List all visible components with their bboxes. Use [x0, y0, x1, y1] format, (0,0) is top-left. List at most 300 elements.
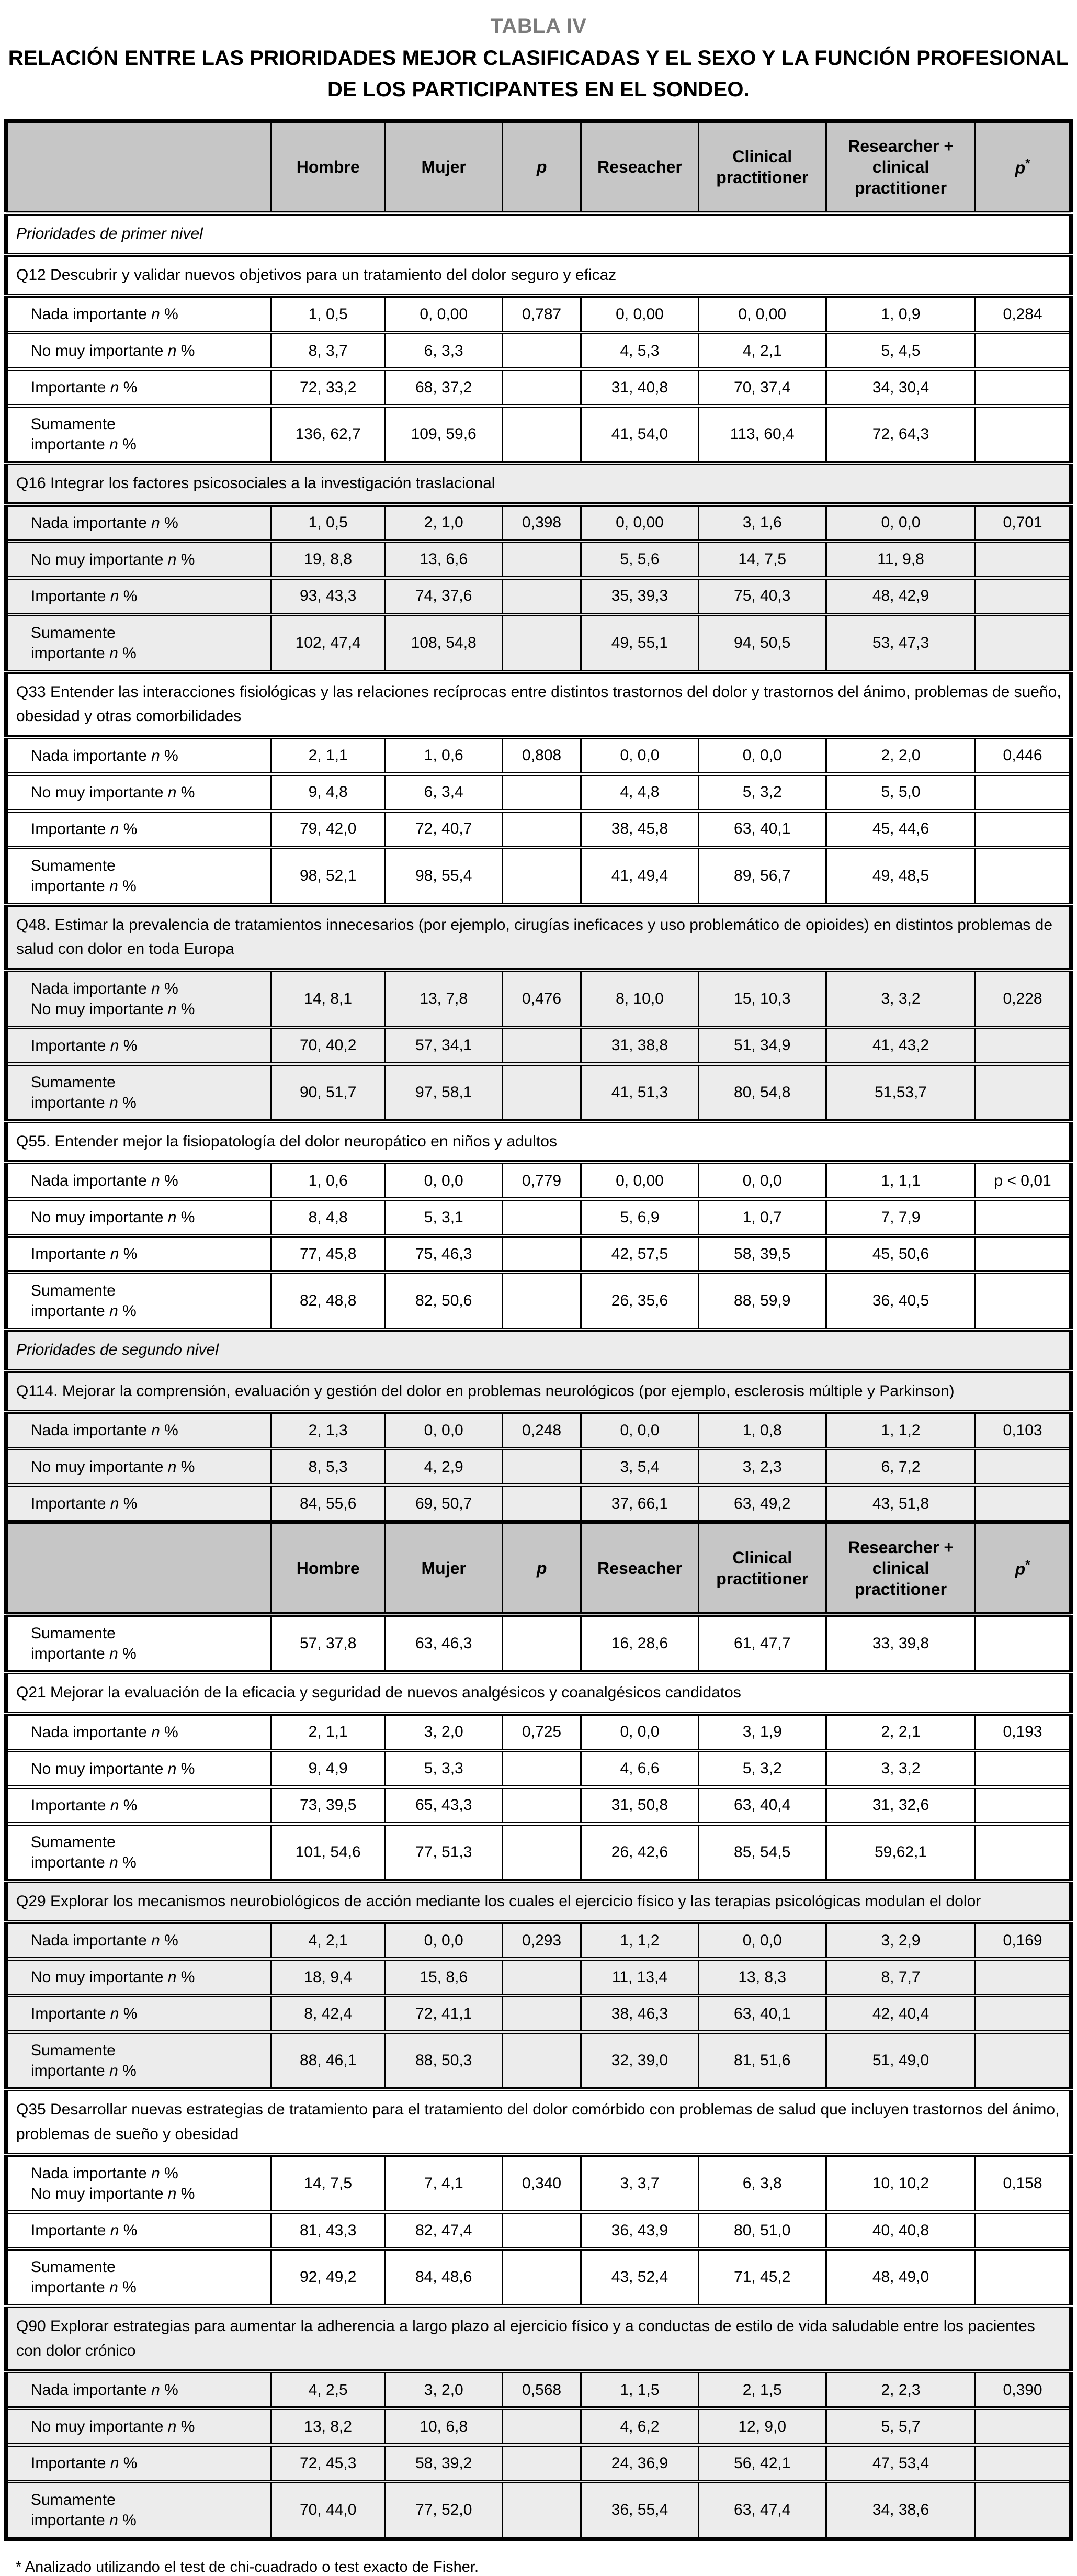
- table-row: [6, 2371, 1071, 2409]
- table-row: [6, 296, 1071, 333]
- row-label-text: Sumamente: [31, 415, 116, 433]
- table-row: [6, 2409, 1071, 2445]
- row-label-text: Nada importante: [31, 1723, 147, 1741]
- cell-p-star: 0,193: [976, 1714, 1071, 1751]
- cell-p: 0,568: [502, 2371, 581, 2409]
- cell-hombre: 102, 47,4: [271, 614, 385, 672]
- row-label-line: Importante n %: [31, 379, 138, 396]
- row-label-text: Nada importante: [31, 514, 147, 532]
- cell-hombre: 101, 54,6: [271, 1824, 385, 1881]
- row-label: [6, 2249, 271, 2307]
- cell-reseacher: 4, 6,6: [581, 1750, 698, 1787]
- cell-researcher-clinical-practitioner: 48, 49,0: [826, 2249, 975, 2307]
- question-row: [6, 2089, 1071, 2155]
- header-cell-reseacher: Reseacher: [581, 121, 698, 213]
- cell-reseacher: 31, 50,8: [581, 1787, 698, 1824]
- header-cell-clinical-practitioner: Clinical practitioner: [698, 121, 826, 213]
- cell-clinical-practitioner: 5, 3,2: [698, 1750, 826, 1787]
- cell-hombre: 81, 43,3: [271, 2212, 385, 2249]
- row-label-text: Nada importante: [31, 1422, 147, 1439]
- cell-clinical-practitioner: 75, 40,3: [698, 578, 826, 614]
- cell-researcher-clinical-practitioner: 5, 5,7: [826, 2409, 975, 2445]
- cell-mujer: 75, 46,3: [385, 1236, 502, 1273]
- cell-reseacher: 36, 55,4: [581, 2482, 698, 2539]
- row-label-text: No muy importante: [31, 1968, 164, 1986]
- row-label-line: No muy importante n %: [31, 1458, 195, 1476]
- cell-clinical-practitioner: 3, 1,9: [698, 1714, 826, 1751]
- question-text: Q48. Estimar la prevalencia de tratamientos innecesarios (por ejemplo, cirugías ineficaces y uso problemático de opioides) en distintos problemas de salud con dolor en toda Europa: [6, 905, 1071, 970]
- question-text: Q114. Mejorar la comprensión, evaluación y gestión del dolor en problemas neurológicos (por ejemplo, esclerosis múltiple y Parkinson): [6, 1371, 1071, 1412]
- cell-researcher-clinical-practitioner: 1, 1,2: [826, 1412, 975, 1449]
- cell-researcher-clinical-practitioner: 33, 39,8: [826, 1615, 975, 1673]
- row-label: [6, 1199, 271, 1236]
- cell-mujer: 97, 58,1: [385, 1064, 502, 1121]
- row-label-text: Importante: [31, 2005, 106, 2022]
- cell-clinical-practitioner: 58, 39,5: [698, 1236, 826, 1273]
- row-label-line: [31, 623, 266, 643]
- row-label-text: Sumamente: [31, 2258, 116, 2276]
- cell-p: [502, 1273, 581, 1330]
- cell-p-star: [976, 2212, 1071, 2249]
- cell-mujer: 6, 3,4: [385, 774, 502, 811]
- table-row: [6, 970, 1071, 1028]
- cell-hombre: 70, 40,2: [271, 1027, 385, 1064]
- cell-p-star: [976, 1199, 1071, 1236]
- cell-reseacher: 49, 55,1: [581, 614, 698, 672]
- table-row: [6, 774, 1071, 811]
- table-row: [6, 1027, 1071, 1064]
- header-row: [6, 121, 1071, 213]
- cell-hombre: 2, 1,1: [271, 1714, 385, 1751]
- row-label: [6, 578, 271, 614]
- row-label-text: Sumamente: [31, 624, 116, 642]
- cell-clinical-practitioner: 12, 9,0: [698, 2409, 826, 2445]
- cell-researcher-clinical-practitioner: 2, 2,1: [826, 1714, 975, 1751]
- cell-researcher-clinical-practitioner: 2, 2,3: [826, 2371, 975, 2409]
- row-label: [6, 1236, 271, 1273]
- row-label-line: Importante n %: [31, 2005, 138, 2022]
- row-label-text: Nada importante: [31, 306, 147, 323]
- row-label: [6, 2482, 271, 2539]
- table-row: [6, 1959, 1071, 1996]
- header-cell-reseacher: Reseacher: [581, 1522, 698, 1615]
- cell-reseacher: 0, 0,0: [581, 1412, 698, 1449]
- row-label-line: No muy importante n %: [31, 1000, 195, 1018]
- cell-mujer: 2, 1,0: [385, 504, 502, 542]
- cell-researcher-clinical-practitioner: 5, 5,0: [826, 774, 975, 811]
- cell-p: [502, 2445, 581, 2482]
- cell-researcher-clinical-practitioner: 51, 49,0: [826, 2032, 975, 2090]
- cell-clinical-practitioner: 63, 40,4: [698, 1787, 826, 1824]
- cell-p-star: 0,284: [976, 296, 1071, 333]
- row-label-line: No muy importante n %: [31, 2418, 195, 2435]
- cell-mujer: 77, 51,3: [385, 1824, 502, 1881]
- cell-hombre: 2, 1,3: [271, 1412, 385, 1449]
- question-row: [6, 1672, 1071, 1714]
- cell-p: 0,787: [502, 296, 581, 333]
- row-label-line: Importante n %: [31, 1037, 138, 1054]
- cell-clinical-practitioner: 51, 34,9: [698, 1027, 826, 1064]
- cell-clinical-practitioner: 70, 37,4: [698, 369, 826, 406]
- row-label-line: Nada importante n %: [31, 1932, 178, 1949]
- row-label-line: [31, 1072, 266, 1093]
- row-label-text: Importante: [31, 2222, 106, 2239]
- row-label-line: No muy importante n %: [31, 550, 195, 568]
- row-label-line: [31, 856, 266, 876]
- row-label-line: No muy importante n %: [31, 1968, 195, 1986]
- cell-clinical-practitioner: 3, 1,6: [698, 504, 826, 542]
- cell-hombre: 88, 46,1: [271, 2032, 385, 2090]
- cell-mujer: 84, 48,6: [385, 2249, 502, 2307]
- cell-mujer: 6, 3,3: [385, 333, 502, 369]
- cell-mujer: 74, 37,6: [385, 578, 502, 614]
- row-label: [6, 774, 271, 811]
- row-label-line: importante n %: [31, 877, 137, 895]
- row-label-line: Importante n %: [31, 1495, 138, 1512]
- cell-clinical-practitioner: 88, 59,9: [698, 1273, 826, 1330]
- cell-reseacher: 32, 39,0: [581, 2032, 698, 2090]
- cell-p: [502, 333, 581, 369]
- row-label-line: No muy importante n %: [31, 342, 195, 359]
- cell-reseacher: 42, 57,5: [581, 1236, 698, 1273]
- cell-clinical-practitioner: 15, 10,3: [698, 970, 826, 1028]
- cell-hombre: 90, 51,7: [271, 1064, 385, 1121]
- cell-clinical-practitioner: 80, 54,8: [698, 1064, 826, 1121]
- cell-clinical-practitioner: 3, 2,3: [698, 1449, 826, 1486]
- cell-p-star: [976, 406, 1071, 464]
- cell-mujer: 63, 46,3: [385, 1615, 502, 1673]
- cell-clinical-practitioner: 4, 2,1: [698, 333, 826, 369]
- row-label-line: Nada importante n %: [31, 1422, 178, 1439]
- row-label: [6, 1064, 271, 1121]
- cell-reseacher: 11, 13,4: [581, 1959, 698, 1996]
- row-label-text: No muy importante: [31, 2418, 164, 2435]
- cell-p: [502, 1199, 581, 1236]
- header-cell-empty: [6, 121, 271, 213]
- cell-p: [502, 1959, 581, 1996]
- cell-researcher-clinical-practitioner: 2, 2,0: [826, 737, 975, 774]
- cell-reseacher: 4, 4,8: [581, 774, 698, 811]
- cell-p: [502, 774, 581, 811]
- table-row: [6, 1064, 1071, 1121]
- cell-hombre: 92, 49,2: [271, 2249, 385, 2307]
- table-row: [6, 578, 1071, 614]
- cell-clinical-practitioner: 0, 0,00: [698, 296, 826, 333]
- row-label: [6, 1959, 271, 1996]
- row-label-text: No muy importante: [31, 550, 164, 568]
- cell-p-star: p < 0,01: [976, 1162, 1071, 1199]
- row-label-line: Nada importante n %: [31, 980, 178, 997]
- cell-hombre: 4, 2,1: [271, 1922, 385, 1959]
- row-label-line: Importante n %: [31, 2455, 138, 2472]
- cell-reseacher: 5, 5,6: [581, 541, 698, 578]
- cell-researcher-clinical-practitioner: 34, 30,4: [826, 369, 975, 406]
- cell-researcher-clinical-practitioner: 36, 40,5: [826, 1273, 975, 1330]
- row-label-line: Nada importante n %: [31, 1723, 178, 1741]
- cell-p-star: [976, 578, 1071, 614]
- cell-p: [502, 1824, 581, 1881]
- row-label-line: [31, 2040, 266, 2061]
- row-label: [6, 406, 271, 464]
- cell-clinical-practitioner: 1, 0,8: [698, 1412, 826, 1449]
- cell-p-star: [976, 811, 1071, 847]
- table-row: [6, 1922, 1071, 1959]
- header-cell-mujer: Mujer: [385, 121, 502, 213]
- cell-clinical-practitioner: 63, 40,1: [698, 811, 826, 847]
- header-cell-researcher-clinical-practitioner: Researcher + clinical practitioner: [826, 1522, 975, 1615]
- question-text: Q35 Desarrollar nuevas estrategias de tratamiento para el tratamiento del dolor comórbido con problemas de salud que incluyen trastornos del ánimo, problemas de sueño y obesidad: [6, 2089, 1071, 2155]
- cell-hombre: 72, 45,3: [271, 2445, 385, 2482]
- table-row: [6, 1615, 1071, 1673]
- cell-hombre: 72, 33,2: [271, 369, 385, 406]
- cell-reseacher: 4, 6,2: [581, 2409, 698, 2445]
- cell-p: 0,293: [502, 1922, 581, 1959]
- cell-clinical-practitioner: 1, 0,7: [698, 1199, 826, 1236]
- question-row: [6, 1371, 1071, 1412]
- cell-hombre: 4, 2,5: [271, 2371, 385, 2409]
- row-label-text: importante: [31, 436, 105, 453]
- cell-p-star: [976, 369, 1071, 406]
- cell-hombre: 8, 42,4: [271, 1996, 385, 2032]
- table-body: [6, 121, 1071, 2539]
- row-label-line: importante n %: [31, 2062, 137, 2079]
- cell-p-star: [976, 614, 1071, 672]
- cell-mujer: 82, 50,6: [385, 1273, 502, 1330]
- cell-hombre: 8, 5,3: [271, 1449, 385, 1486]
- cell-p-star: 0,701: [976, 504, 1071, 542]
- row-label: [6, 1449, 271, 1486]
- section-row: [6, 1330, 1071, 1371]
- row-label: [6, 541, 271, 578]
- cell-p-star: [976, 1824, 1071, 1881]
- cell-p: [502, 847, 581, 905]
- cell-hombre: 1, 0,5: [271, 296, 385, 333]
- cell-p: [502, 811, 581, 847]
- row-label-line: [31, 414, 266, 434]
- row-label: [6, 847, 271, 905]
- subtitle-line-1: RELACIÓN ENTRE LAS PRIORIDADES MEJOR CLASIFICADAS Y EL SEXO Y LA FUNCIÓN PROFESIONAL: [8, 47, 1069, 70]
- cell-mujer: 69, 50,7: [385, 1486, 502, 1523]
- row-label-text: importante: [31, 2279, 105, 2296]
- cell-researcher-clinical-practitioner: 5, 4,5: [826, 333, 975, 369]
- header-cell-p-star: p*: [976, 1522, 1071, 1615]
- cell-researcher-clinical-practitioner: 42, 40,4: [826, 1996, 975, 2032]
- section-text: Prioridades de primer nivel: [6, 213, 1071, 255]
- table-row: [6, 811, 1071, 847]
- cell-researcher-clinical-practitioner: 40, 40,8: [826, 2212, 975, 2249]
- cell-clinical-practitioner: 63, 47,4: [698, 2482, 826, 2539]
- cell-p-star: 0,228: [976, 970, 1071, 1028]
- cell-researcher-clinical-practitioner: 45, 50,6: [826, 1236, 975, 1273]
- row-label-line: importante n %: [31, 2512, 137, 2529]
- cell-clinical-practitioner: 71, 45,2: [698, 2249, 826, 2307]
- cell-researcher-clinical-practitioner: 1, 0,9: [826, 296, 975, 333]
- cell-hombre: 8, 3,7: [271, 333, 385, 369]
- cell-reseacher: 35, 39,3: [581, 578, 698, 614]
- header-cell-hombre: Hombre: [271, 1522, 385, 1615]
- cell-p: 0,476: [502, 970, 581, 1028]
- row-label: [6, 2409, 271, 2445]
- row-label-line: Nada importante n %: [31, 2381, 178, 2399]
- cell-mujer: 68, 37,2: [385, 369, 502, 406]
- cell-p-star: [976, 774, 1071, 811]
- row-label-text: Nada importante: [31, 2165, 147, 2182]
- cell-hombre: 1, 0,5: [271, 504, 385, 542]
- cell-mujer: 0, 0,0: [385, 1412, 502, 1449]
- header-cell-empty: [6, 1522, 271, 1615]
- header-cell-researcher-clinical-practitioner: Researcher + clinical practitioner: [826, 121, 975, 213]
- cell-reseacher: 43, 52,4: [581, 2249, 698, 2307]
- cell-reseacher: 3, 5,4: [581, 1449, 698, 1486]
- cell-reseacher: 38, 46,3: [581, 1996, 698, 2032]
- cell-mujer: 0, 0,00: [385, 296, 502, 333]
- row-label-text: No muy importante: [31, 1000, 164, 1018]
- cell-clinical-practitioner: 81, 51,6: [698, 2032, 826, 2090]
- row-label-line: No muy importante n %: [31, 2185, 195, 2202]
- cell-p-star: [976, 2445, 1071, 2482]
- row-label: [6, 1615, 271, 1673]
- table-row: [6, 1412, 1071, 1449]
- cell-mujer: 82, 47,4: [385, 2212, 502, 2249]
- cell-reseacher: 31, 40,8: [581, 369, 698, 406]
- table-row: [6, 1199, 1071, 1236]
- row-label-line: No muy importante n %: [31, 1760, 195, 1778]
- cell-p: [502, 406, 581, 464]
- table-row: [6, 1449, 1071, 1486]
- row-label: [6, 1996, 271, 2032]
- table-row: [6, 1714, 1071, 1751]
- row-label-line: importante n %: [31, 1853, 137, 1871]
- cell-reseacher: 36, 43,9: [581, 2212, 698, 2249]
- cell-mujer: 1, 0,6: [385, 737, 502, 774]
- row-label-text: Importante: [31, 820, 106, 838]
- cell-mujer: 10, 6,8: [385, 2409, 502, 2445]
- row-label-text: importante: [31, 877, 105, 895]
- cell-mujer: 108, 54,8: [385, 614, 502, 672]
- row-label-text: importante: [31, 2512, 105, 2529]
- cell-p-star: [976, 2409, 1071, 2445]
- cell-hombre: 77, 45,8: [271, 1236, 385, 1273]
- table-row: [6, 2032, 1071, 2090]
- cell-p-star: [976, 1787, 1071, 1824]
- table-row: [6, 1273, 1071, 1330]
- cell-p: [502, 1615, 581, 1673]
- row-label-text: importante: [31, 2062, 105, 2079]
- cell-researcher-clinical-practitioner: 8, 7,7: [826, 1959, 975, 1996]
- cell-researcher-clinical-practitioner: 59,62,1: [826, 1824, 975, 1881]
- cell-reseacher: 1, 1,5: [581, 2371, 698, 2409]
- row-label-line: Importante n %: [31, 2222, 138, 2239]
- cell-p-star: [976, 2032, 1071, 2090]
- cell-researcher-clinical-practitioner: 6, 7,2: [826, 1449, 975, 1486]
- row-label-text: Sumamente: [31, 2042, 116, 2059]
- header-cell-p: p: [502, 121, 581, 213]
- table-row: [6, 614, 1071, 672]
- cell-researcher-clinical-practitioner: 51,53,7: [826, 1064, 975, 1121]
- cell-p: [502, 1236, 581, 1273]
- row-label: [6, 296, 271, 333]
- table-row: [6, 333, 1071, 369]
- cell-clinical-practitioner: 13, 8,3: [698, 1959, 826, 1996]
- cell-p: [502, 1027, 581, 1064]
- row-label-line: importante n %: [31, 2279, 137, 2296]
- cell-researcher-clinical-practitioner: 43, 51,8: [826, 1486, 975, 1523]
- cell-p: [502, 2212, 581, 2249]
- cell-clinical-practitioner: 63, 49,2: [698, 1486, 826, 1523]
- cell-hombre: 93, 43,3: [271, 578, 385, 614]
- cell-mujer: 7, 4,1: [385, 2155, 502, 2212]
- cell-mujer: 3, 2,0: [385, 1714, 502, 1751]
- cell-researcher-clinical-practitioner: 53, 47,3: [826, 614, 975, 672]
- row-label: [6, 614, 271, 672]
- row-label: [6, 1162, 271, 1199]
- row-label: [6, 2155, 271, 2212]
- row-label-text: Sumamente: [31, 2491, 116, 2508]
- row-label-line: importante n %: [31, 644, 137, 662]
- row-label-line: Importante n %: [31, 1796, 138, 1814]
- question-row: [6, 1121, 1071, 1163]
- row-label: [6, 1750, 271, 1787]
- cell-mujer: 57, 34,1: [385, 1027, 502, 1064]
- priorities-table: [4, 119, 1073, 2541]
- row-label-text: No muy importante: [31, 1458, 164, 1476]
- row-label-text: No muy importante: [31, 783, 164, 801]
- cell-p: [502, 614, 581, 672]
- question-row: [6, 1881, 1071, 1922]
- row-label-text: Nada importante: [31, 2381, 147, 2399]
- row-label-text: Sumamente: [31, 1073, 116, 1091]
- row-label: [6, 369, 271, 406]
- question-row: [6, 672, 1071, 737]
- cell-clinical-practitioner: 85, 54,5: [698, 1824, 826, 1881]
- cell-clinical-practitioner: 6, 3,8: [698, 2155, 826, 2212]
- header-row: [6, 1522, 1071, 1615]
- row-label-line: [31, 2490, 266, 2510]
- cell-clinical-practitioner: 0, 0,0: [698, 737, 826, 774]
- row-label-line: Nada importante n %: [31, 514, 178, 532]
- cell-reseacher: 31, 38,8: [581, 1027, 698, 1064]
- header-cell-clinical-practitioner: Clinical practitioner: [698, 1522, 826, 1615]
- cell-reseacher: 16, 28,6: [581, 1615, 698, 1673]
- cell-p-star: [976, 333, 1071, 369]
- cell-reseacher: 41, 49,4: [581, 847, 698, 905]
- cell-p: [502, 2482, 581, 2539]
- row-label-text: Nada importante: [31, 1932, 147, 1949]
- row-label: [6, 1412, 271, 1449]
- cell-clinical-practitioner: 14, 7,5: [698, 541, 826, 578]
- cell-p: 0,779: [502, 1162, 581, 1199]
- cell-p-star: 0,169: [976, 1922, 1071, 1959]
- cell-p-star: [976, 1064, 1071, 1121]
- row-label-text: Sumamente: [31, 1282, 116, 1299]
- row-label-text: Nada importante: [31, 1172, 147, 1189]
- cell-reseacher: 0, 0,00: [581, 504, 698, 542]
- row-label-line: Nada importante n %: [31, 1172, 178, 1189]
- cell-reseacher: 0, 0,00: [581, 296, 698, 333]
- cell-researcher-clinical-practitioner: 0, 0,0: [826, 504, 975, 542]
- question-text: Q21 Mejorar la evaluación de la eficacia y seguridad de nuevos analgésicos y coanalgésicos candidatos: [6, 1672, 1071, 1714]
- cell-hombre: 79, 42,0: [271, 811, 385, 847]
- row-label-line: [31, 1280, 266, 1301]
- cell-hombre: 70, 44,0: [271, 2482, 385, 2539]
- cell-reseacher: 0, 0,0: [581, 1714, 698, 1751]
- cell-p: [502, 578, 581, 614]
- cell-reseacher: 4, 5,3: [581, 333, 698, 369]
- row-label-line: importante n %: [31, 1094, 137, 1111]
- section-row: [6, 213, 1071, 255]
- cell-reseacher: 26, 42,6: [581, 1824, 698, 1881]
- row-label-text: Sumamente: [31, 1625, 116, 1642]
